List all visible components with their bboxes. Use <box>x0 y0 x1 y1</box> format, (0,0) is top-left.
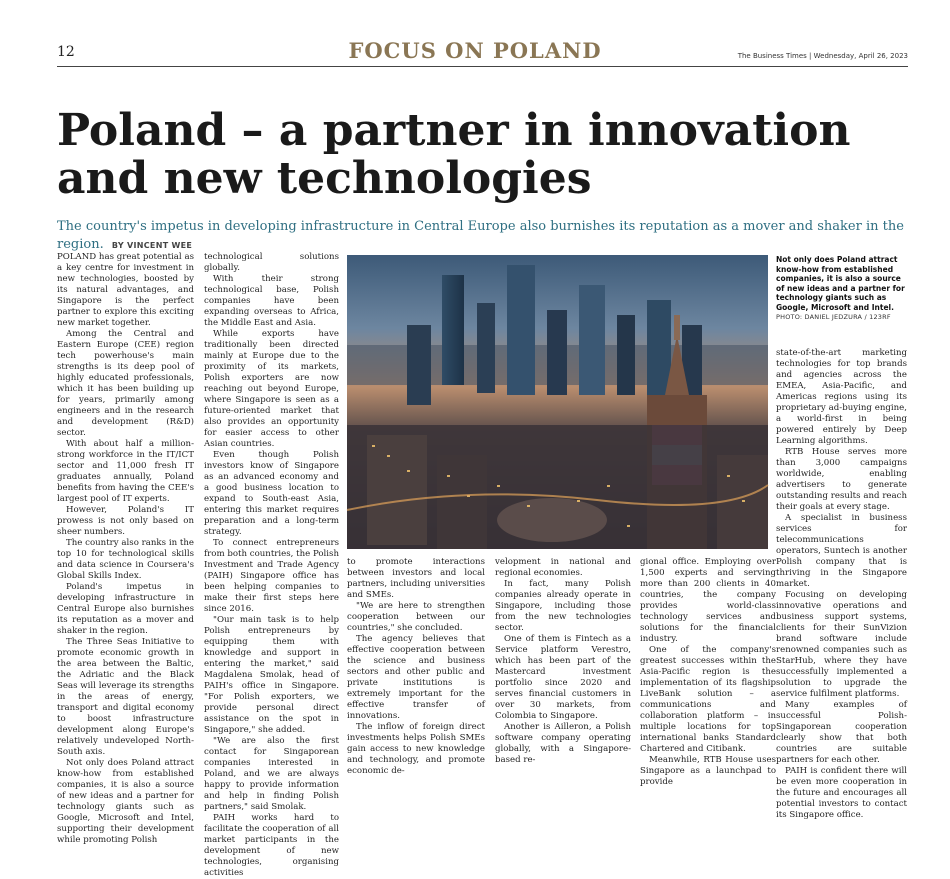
header-rule <box>57 66 908 67</box>
paragraph: "We are also the first contact for Singaporean companies interested in Poland, and we are always happy to provide information and help in finding Polish partners," said Smolak. <box>204 736 339 812</box>
article-column-4 <box>495 557 631 765</box>
article-column-5 <box>640 557 776 787</box>
paragraph: Many examples of successful Polish-Singaporean cooperation clearly show that both countries are suitable partners for each other. <box>776 700 907 765</box>
paragraph: velopment in national and regional economies. <box>495 557 631 578</box>
headline-line-1: Poland – a partner in innovation <box>57 105 851 156</box>
paragraph: The country also ranks in the top 10 for technological skills and data science in Coursera's Global Skills Index. <box>57 538 194 581</box>
paragraph: Even though Polish investors know of Singapore as an advanced economy and a good business location to expand to South-east Asia, entering this market requires preparation and a long-term strategy. <box>204 450 339 537</box>
paragraph: to promote interactions between investors and local partners, including universities and SMEs. <box>347 557 485 600</box>
paragraph: state-of-the-art marketing technologies for top brands and agencies across the EMEA, Asia-Pacific, and Americas regions using its proprietary ad-buying engine, a world-first in being powered entirely by Deep Learning algorithms. <box>776 348 907 446</box>
paragraph: Not only does Poland attract know-how from established companies, it is also a source of new ideas and a partner for technology giants such as Google, Microsoft and Intel, supporting their development while promoting Polish <box>57 758 194 845</box>
caption-text: Not only does Poland attract know-how from established companies, it is also a source of new ideas and a partner for technology giants such as Google, Microsoft and Intel. <box>776 255 905 312</box>
paragraph: POLAND has great potential as a key centre for investment in new technologies, boosted by its natural advantages, and Singapore is the perfect partner to explore this exciting new market together. <box>57 252 194 328</box>
paragraph: With their strong technological base, Polish companies have been expanding overseas to Africa, the Middle East and Asia. <box>204 274 339 328</box>
photo-credit: PHOTO: DANIEL JEDZURA / 123RF <box>776 313 891 321</box>
paragraph: PAIH is confident there will be even more cooperation in the future and encourages all potential investors to contact its Singapore office. <box>776 766 907 820</box>
paragraph: gional office. Employing over 1,500 experts and serving more than 200 clients in 40 countries, the company provides world-class technology services and solutions for the financial industry. <box>640 557 776 644</box>
paragraph: Focusing on developing innovative operations and business support systems, clients for their SunVizion brand software include renowned companies such as StarHub, where they have successfully implemented a solution to upgrade the service fulfilment platforms. <box>776 590 907 699</box>
paragraph: With about half a million-strong workforce in the IT/ICT sector and 11,000 fresh IT graduates annually, Poland benefits from having the CEE's largest pool of IT experts. <box>57 439 194 504</box>
dateline: The Business Times | Wednesday, April 26, 2023 <box>737 52 908 60</box>
paragraph: A specialist in business services for telecommunications operators, Suntech is another Polish company that is thriving in the Singapore market. <box>776 513 907 589</box>
paragraph: Among the Central and Eastern Europe (CEE) region tech powerhouse's main strengths is its deep pool of highly educated professionals, which it has been building up for years, primarily among engineers and in the research and development (R&D) sector. <box>57 329 194 438</box>
paragraph: The inflow of foreign direct investments helps Polish SMEs gain access to new knowledge and technology, and promote economic de- <box>347 722 485 776</box>
paragraph: One of them is Fintech as a Service platform Verestro, which has been part of the Mastercard investment portfolio since 2020 and serves financial customers in over 30 markets, from Colombia to Singapore. <box>495 634 631 721</box>
article-column-2 <box>204 252 339 878</box>
section-title: FOCUS ON POLAND <box>348 38 602 63</box>
standfirst-text: The country's impetus in developing infrastructure in Central Europe also burnishes its reputation as a mover and shaker in the region. <box>57 219 904 252</box>
paragraph: technological solutions globally. <box>204 252 339 273</box>
article-column-3 <box>347 557 485 776</box>
headline-line-2: and new technologies <box>57 153 592 204</box>
paragraph: While exports have traditionally been directed mainly at Europe due to the proximity of its markets, Polish exporters are now reaching out beyond Europe, where Singapore is seen as a future-oriented market that also provides an opportunity for easier access to other Asian countries. <box>204 329 339 449</box>
page-number: 12 <box>57 44 75 60</box>
article-column-1 <box>57 252 194 845</box>
paragraph: To connect entrepreneurs from both countries, the Polish Investment and Trade Agency (PAIH) Singapore office has been helping companies to make their first steps here since 2016. <box>204 538 339 614</box>
article-column-6 <box>776 348 907 820</box>
paragraph: "Our main task is to help Polish entrepreneurs by equipping them with knowledge and support in entering the market," said Magdalena Smolak, head of PAIH's office in Singapore. "For Polish exporters, we provide personal direct assistance on the spot in Singapore," she added. <box>204 615 339 735</box>
paragraph: The agency believes that effective cooperation between the science and business sectors and other public and private institutions is extremely important for the effective transfer of innovations. <box>347 634 485 721</box>
paragraph: Another is Ailleron, a Polish software company operating globally, with a Singapore-based re- <box>495 722 631 765</box>
byline: BY VINCENT WEE <box>111 241 193 250</box>
standfirst <box>57 218 917 255</box>
paragraph: PAIH works hard to facilitate the cooperation of all market participants in the development of new technologies, organising activities <box>204 813 339 878</box>
paragraph: Poland's impetus in developing infrastructure in Central Europe also burnishes its reputation as a mover and shaker in the region. <box>57 582 194 636</box>
paragraph: In fact, many Polish companies already operate in Singapore, including those from the new technologies sector. <box>495 579 631 633</box>
photo-caption <box>776 255 907 323</box>
paragraph: One of the company's greatest successes within the Asia-Pacific region is the implementation of its flagship LiveBank solution – a communications and collaboration platform – in multiple locations for top international banks Standard Chartered and Citibank. <box>640 645 776 754</box>
paragraph: Meanwhile, RTB House uses Singapore as a launchpad to provide <box>640 755 776 787</box>
warsaw-skyline-photo <box>347 255 768 549</box>
paragraph: RTB House serves more than 3,000 campaigns worldwide, enabling advertisers to generate outstanding results and reach their goals at every stage. <box>776 447 907 512</box>
paragraph: "We are here to strengthen cooperation between our countries," she concluded. <box>347 601 485 633</box>
headline <box>57 107 857 203</box>
paragraph: However, Poland's IT prowess is not only based on sheer numbers. <box>57 505 194 537</box>
paragraph: The Three Seas Initiative to promote economic growth in the area between the Baltic, the Adriatic and the Black Seas will leverage its strengths in the areas of energy, transport and digital economy to boost infrastructure development along Europe's relatively undeveloped North-South axis. <box>57 637 194 757</box>
